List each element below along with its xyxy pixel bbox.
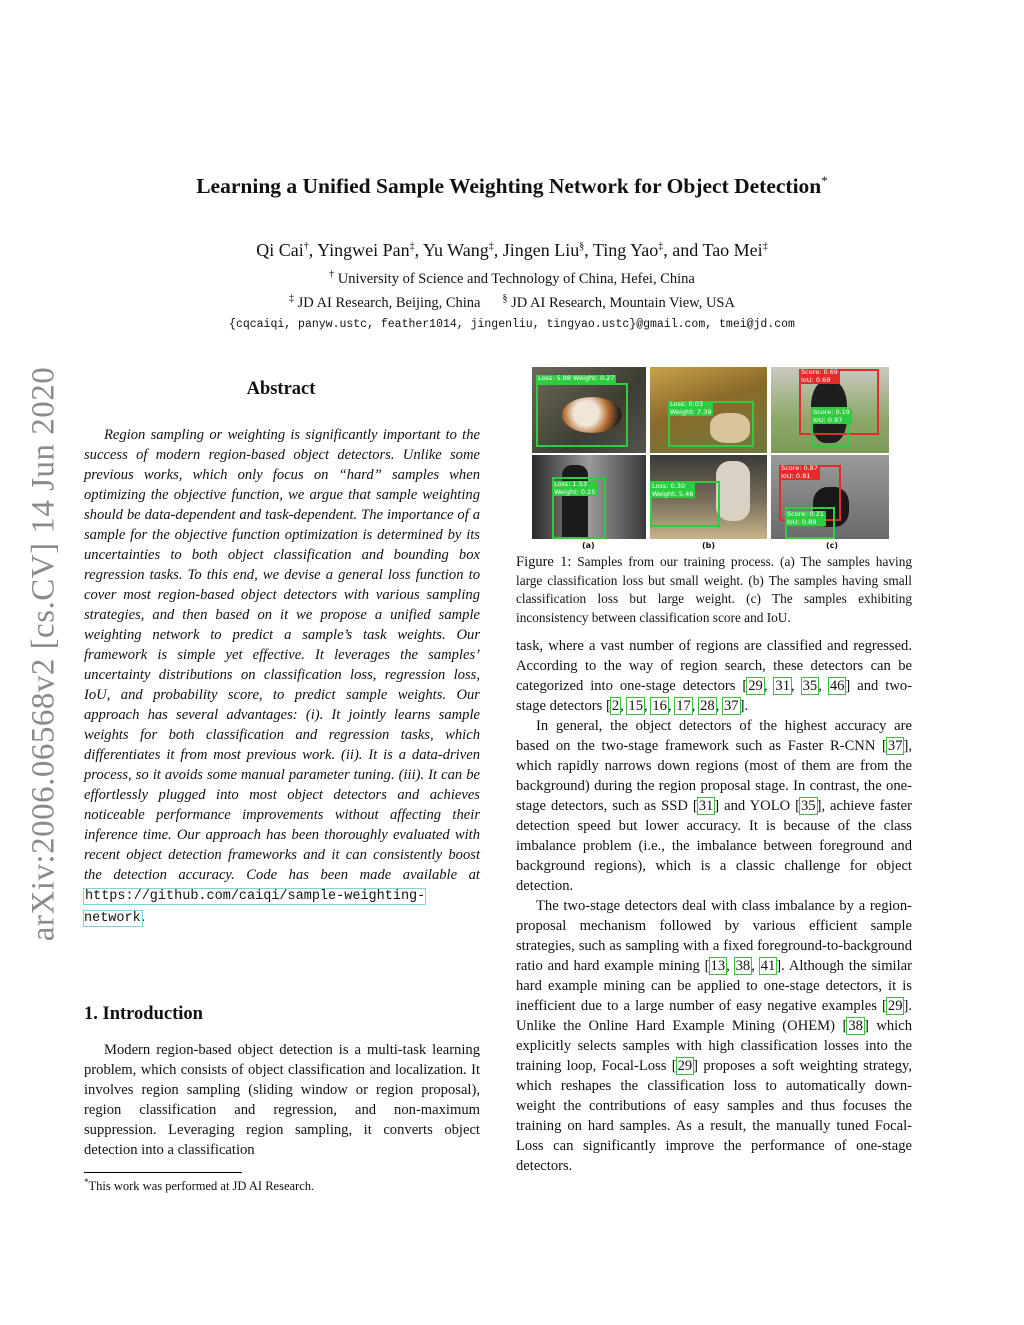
affiliation-jd: ‡ JD AI Research, Beijing, China § JD AI Research, Mountain View, USA [289, 293, 735, 311]
author-emails: {cqcaiqi, panyw.ustc, feather1014, jingenliu, tingyao.ustc}@gmail.com, tmei@jd.com [229, 318, 795, 331]
author-list: Qi Cai†, Yingwei Pan‡, Yu Wang‡, Jingen Liu§, Ting Yao‡, and Tao Mei‡ [256, 240, 768, 260]
loss-tag: Loss: 1.53 Weight: 0.25 [554, 480, 596, 496]
footnote-rule [84, 1172, 242, 1173]
citation[interactable]: 35 [800, 798, 816, 814]
panel-label-b: (b) [702, 541, 716, 550]
citation[interactable]: 28 [700, 698, 715, 714]
panel-label-a: (a) [582, 541, 595, 550]
citation[interactable]: 2 [611, 698, 620, 714]
citation[interactable]: 29 [677, 1058, 693, 1074]
figure-caption: Figure 1: Samples from our training process. (a) The samples having large classification loss but small weight. (b) The samples having small classification loss but large weight. (c) The samples exhibiting inconsistency between classification score and IoU. [516, 554, 912, 625]
loss-tag: Loss: 0.30 Weight: 5.46 [652, 482, 694, 498]
intro-body: Modern region-based object detection is a multi-task learning problem, which consists of object classification and localization. It involves region sampling (sliding window or region proposal), region classification and regression, and non-maximum suppression. Leveraging region sampling, it converts object detection into a classification [84, 1042, 480, 1158]
sample-image-b2 [650, 455, 767, 539]
intro-paragraph-3: The two-stage detectors deal with class imbalance by a region-proposal mechanism followed by various efficient sample strategies, such as sampling with a fixed foreground-to-background ratio and hard example mining [13, 38, 41]. Although the similar hard example mining can be applied to one-stage detectors, it is inefficient due to a large number of easy negative examples [29]. Unlike the Online Hard Example Mining (OHEM) [38] which explicitly selects samples with high classification losses into the training loop, Focal-Loss [29] proposes a soft weighting strategy, which reshapes the classification loss to automatically down-weight the contributions of easy samples and thus focuses the training on hard samples. As a result, the manually tuned Focal-Loss can significantly improve the performance of one-stage detectors. [516, 898, 912, 1174]
citation[interactable]: 29 [748, 678, 763, 694]
loss-tag: Loss: 5.88 Weight: 0.27 [538, 374, 615, 382]
paper-title: Learning a Unified Sample Weighting Network for Object Detection* [196, 173, 828, 199]
citation[interactable]: 31 [698, 798, 714, 814]
detection-box [536, 383, 628, 447]
person-shape [716, 461, 750, 521]
citation[interactable]: 37 [887, 738, 903, 754]
citation[interactable]: 37 [723, 698, 739, 714]
intro-paragraph-1: task, where a vast number of regions are classified and regressed. According to the way of region search, these detectors can be categorized into one-stage detectors [29, 31, 35, 46] and two-stage detectors [2, 15, 16, 17, 28, 37]. [516, 638, 913, 714]
figure-1 [516, 363, 892, 553]
citation[interactable]: 31 [775, 678, 791, 694]
arxiv-id: arXiv:2006.06568v2 [cs.CV] 14 Jun 2020 [25, 366, 62, 942]
sample-image-c1 [771, 367, 889, 453]
panel-label-c: (c) [826, 541, 839, 550]
score-tag: Score: 0.69 IoU: 0.69 [801, 368, 838, 384]
sample-image-c2 [771, 455, 889, 539]
abstract-body: Region sampling or weighting is significantly important to the success of modern region-based object detectors. Unlike some previous works, which only focus on “hard” samples when optimizing the objective function, we argue that sample weighting should be data-dependent and task-dependent. The importance of a sample for the objective function optimization is determined by its uncertainties to both object classification and bounding box regression tasks. To this end, we devise a general loss function to cover most region-based object detectors with various sampling strategies, and then based on it we propose a unified sample weighting network to predict a sample’s task weights. Our framework is simple yet effective. It leverages the samples’ uncertainty distributions on classification loss, regression loss, IoU, and probability score, to predict sample weights. Our approach has several advantages: (i). It jointly learns sample weights for both classification and regression tasks, which differentiates it from most previous work. (ii). It is a data-driven process, so it avoids some manual parameter tuning. (iii). It can be effortlessly plugged into most object detectors and achieves noticeable performance improvements without affecting their inference time. Our approach has been thoroughly evaluated with recent object detection frameworks and it can consistently boost the detection accuracy. Code has been made available at https://github.com/caiqi/sample-weighting-network. [84, 427, 480, 926]
citation[interactable]: 35 [802, 678, 818, 694]
footnote: *This work was performed at JD AI Research. [84, 1177, 315, 1194]
citation[interactable]: 15 [628, 698, 644, 714]
score-tag: Score: 0.21 IoU: 0.89 [787, 510, 824, 526]
affiliation-ustc: † University of Science and Technology of China, Hefei, China [329, 269, 695, 287]
citation[interactable]: 41 [760, 958, 776, 974]
intro-paragraph-2: In general, the object detectors of the highest accuracy are based on the two-stage framework such as Faster R-CNN [37], which rapidly narrows down regions (most of them are from the background) during the region proposal stage. In contrast, the one-stage detectors, such as SSD [31] and YOLO [35], achieve faster detection speed but lower accuracy. It is because of the class imbalance problem (i.e., the imbalance between foreground and background regions), which is a classic challenge for object detection. [516, 718, 912, 894]
right-column [516, 636, 912, 1176]
citation[interactable]: 29 [887, 998, 903, 1014]
citation[interactable]: 38 [848, 1018, 863, 1034]
code-link[interactable]: https://github.com/caiqi/sample-weighting-network [84, 889, 426, 926]
arxiv-sidebar [18, 362, 70, 946]
citation[interactable]: 46 [829, 678, 845, 694]
citation[interactable]: 13 [710, 958, 726, 974]
intro-heading: 1. Introduction [84, 1004, 203, 1024]
sample-image-b1 [650, 367, 767, 453]
sample-image-a1 [532, 367, 646, 453]
citation[interactable]: 17 [676, 698, 691, 714]
sample-image-a2 [532, 455, 646, 539]
citation[interactable]: 16 [652, 698, 667, 714]
citation[interactable]: 38 [735, 958, 751, 974]
score-tag: Score: 0.19 IoU: 0.97 [813, 408, 850, 424]
abstract-heading: Abstract [246, 379, 316, 399]
score-tag: Score: 0.87 IoU: 0.81 [781, 464, 818, 480]
loss-tag: Loss: 0.03 Weight: 7.39 [670, 400, 712, 416]
